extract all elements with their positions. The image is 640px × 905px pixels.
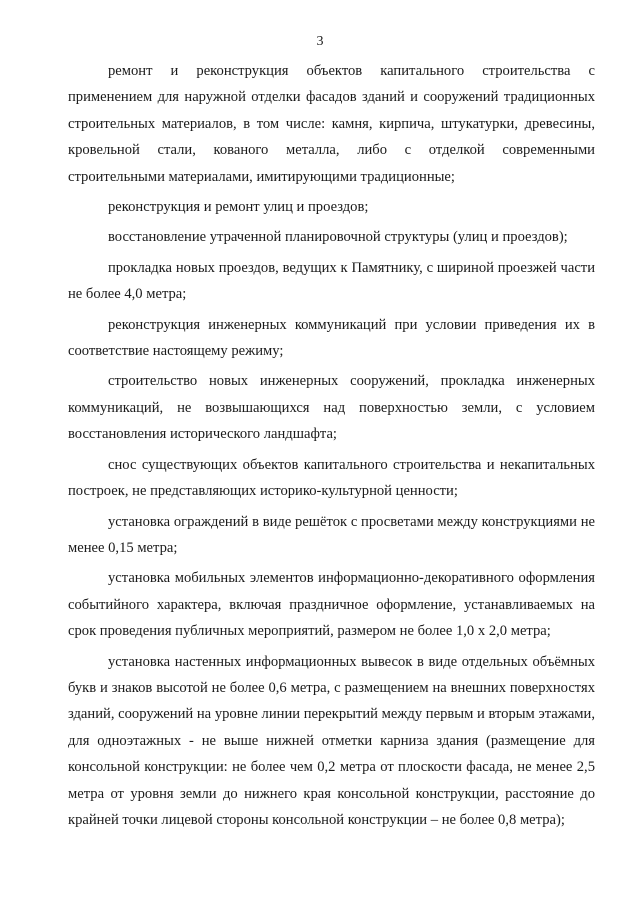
paragraph-wall-signs: установка настенных информационных вывесок в виде отдельных объёмных букв и знаков высотой не более 0,6 метра, с размещением на внешних поверхностях зданий, сооружений на уровне линии перекрытий между первым и вторым этажами, для одноэтажных - не выше нижней отметки карниза здания (размещение для консольной конструкции: не более чем 0,2 метра от плоскости фасада, не менее 2,5 метра от уровня земли до нижнего края консольной конструкции, расстояние до крайней точки лицевой стороны консольной конструкции – не более 0,8 метра); [68, 653, 595, 828]
paragraph-reconstruction-facades: ремонт и реконструкция объектов капитального строительства с применением для наружной отделки фасадов зданий и сооружений традиционных строительных материалов, в том числе: камня, кирпича, штукатурки, древесины, кровельной стали, кованого металла, либо с отделкой современными строительными материалами, имитирующими традиционные; [68, 63, 595, 185]
paragraph-street-repair: реконструкция и ремонт улиц и проездов; [108, 199, 369, 216]
document-body [68, 58, 595, 837]
paragraph-planning-structure: восстановление утраченной планировочной структуры (улиц и проездов); [108, 229, 568, 246]
paragraph-mobile-decor: установка мобильных элементов информационно-декоративного оформления событийного характера, включая праздничное оформление, устанавливаемых на срок проведения публичных мероприятий, размером не более 1,0 х 2,0 метра; [68, 570, 595, 640]
paragraph-engineering-communications: реконструкция инженерных коммуникаций при условии приведения их в соответствие настоящему режиму; [68, 316, 595, 360]
paragraph-fences: установка ограждений в виде решёток с просветами между конструкциями не менее 0,15 метра; [68, 513, 595, 556]
paragraph-demolition: снос существующих объектов капитального строительства и некапитальных построек, не представляющих историко-культурной ценности; [68, 456, 595, 500]
page-number: 3 [316, 34, 324, 49]
paragraph-engineering-structures: строительство новых инженерных сооружений, прокладка инженерных коммуникаций, не возвышающихся над поверхностью земли, с условием восстановления исторического ландшафта; [68, 373, 595, 443]
paragraph-new-passages: прокладка новых проездов, ведущих к Памятнику, с шириной проезжей части не более 4,0 метра; [68, 259, 595, 303]
